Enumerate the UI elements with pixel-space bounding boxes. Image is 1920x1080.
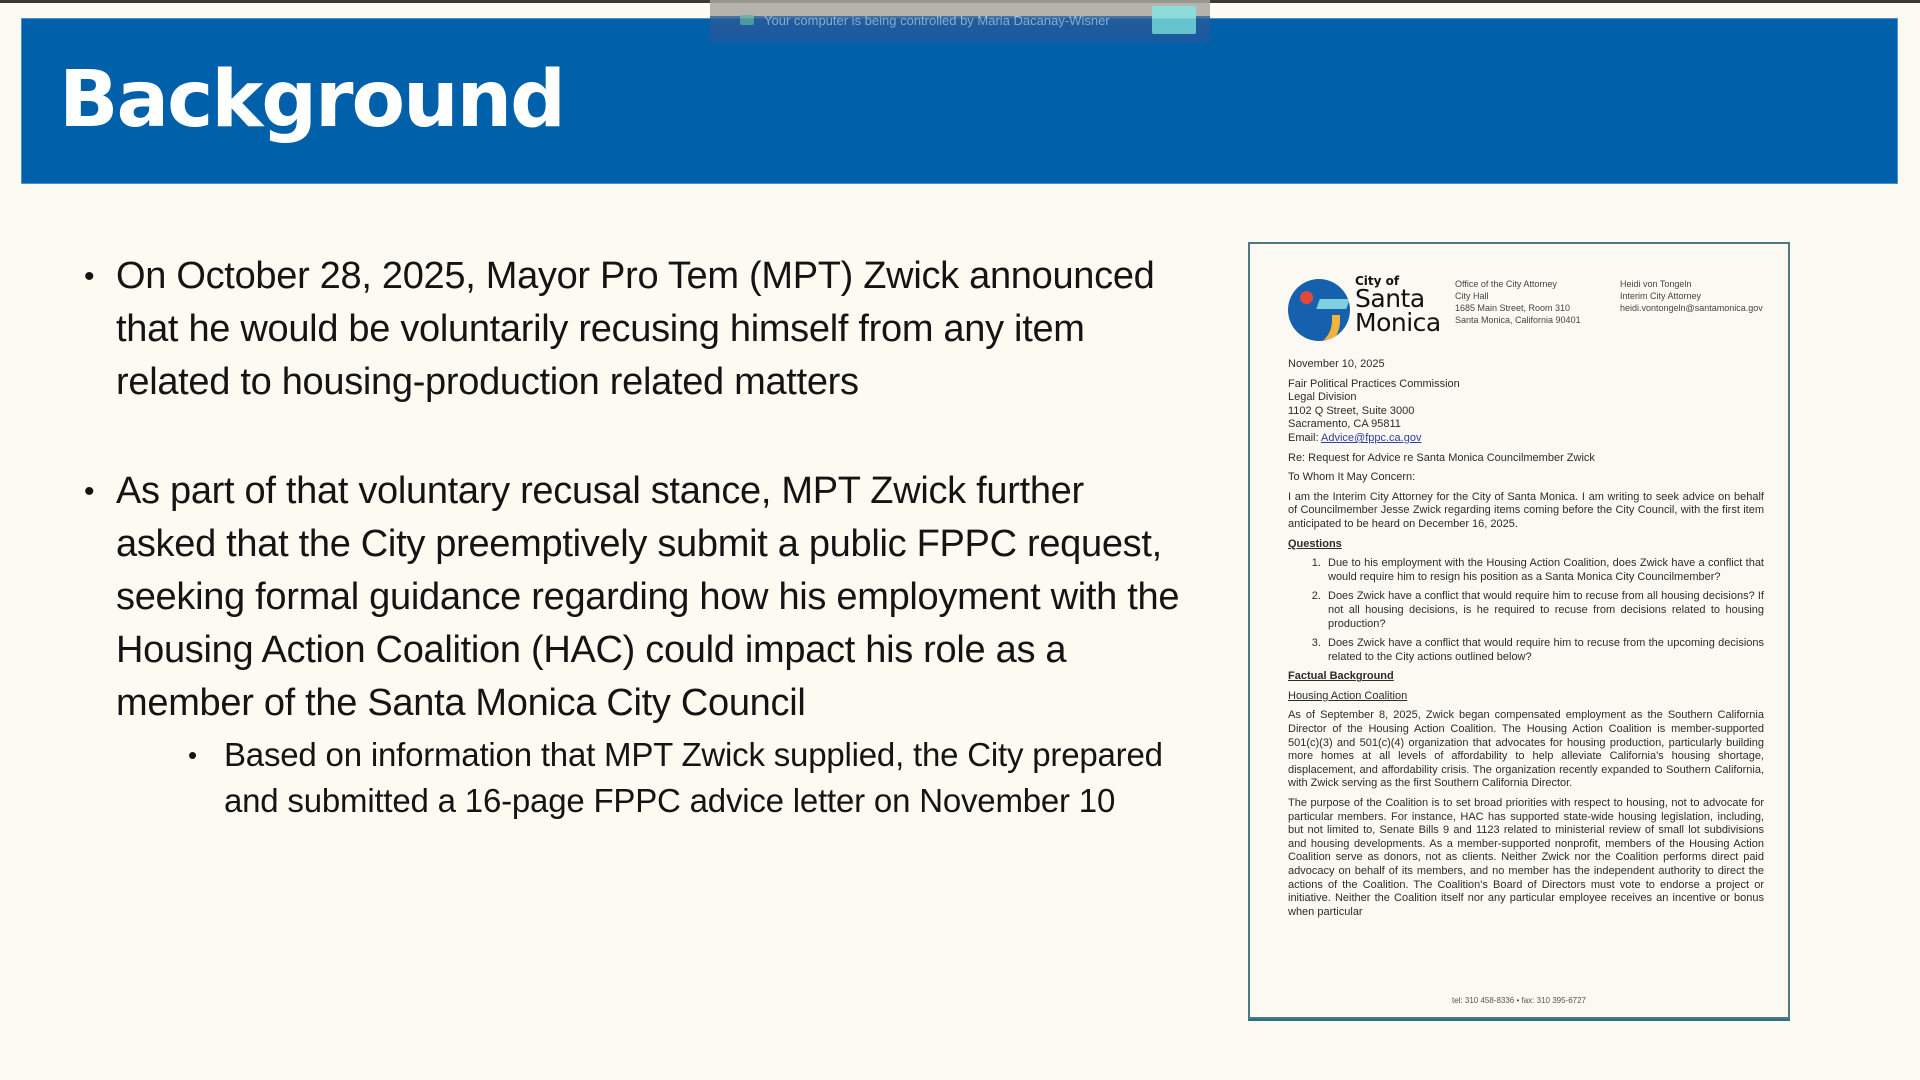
santa-monica-logo-icon <box>1288 279 1350 341</box>
bullet-list <box>80 250 1180 824</box>
recipient-email-link: Advice@fppc.ca.gov <box>1321 431 1422 444</box>
factual-background-heading: Factual Background <box>1288 670 1394 683</box>
questions-list <box>1288 557 1764 664</box>
office-line: Office of the City Attorney <box>1455 279 1557 289</box>
letter-salutation: To Whom It May Concern: <box>1288 471 1416 484</box>
letter-paragraph: The purpose of the Coalition is to set broad priorities with respect to housing, not to advocate for particular members. For instance, HAC has supported state-wide housing legislation, including, but not limited to, Senate Bills 9 and 1123 related to ministerial review of small lot subdivisions and housing developments. As a member-supported nonprofit, members of the Housing Action Coalition serve as donors, not as clients. Neither Zwick nor the Coalition performs direct paid advocacy on behalf of its members, and no member has the independent authority to direct the actions of the Coalition. The Coalition's Board of Directors must vote to endorse a project or initiative. Neither the Coalition itself nor any particular employee receives an incentive or bonus when particular <box>1288 797 1764 918</box>
stop-control-button[interactable] <box>1152 6 1196 34</box>
recipient-line: Fair Political Practices Commission <box>1288 377 1460 390</box>
brand-monica: Monica <box>1355 308 1441 337</box>
recipient-line: Sacramento, CA 95811 <box>1288 418 1401 431</box>
letter-body <box>1288 358 1764 925</box>
attorney-line: heidi.vontongeln@santamonica.gov <box>1620 303 1763 313</box>
fppc-advice-letter-image <box>1248 242 1790 1019</box>
letter-intro: I am the Interim City Attorney for the City of Santa Monica. I am writing to seek advice on behalf of Councilmember Jesse Zwick regarding items coming before the City Council, with the first item anticipated to be heard on December 16, 2025. <box>1288 490 1764 530</box>
letterhead-office-address <box>1455 278 1581 326</box>
bullet-text: On October 28, 2025, Mayor Pro Tem (MPT) Zwick announced that he would be voluntarily recusing himself from any item related to housing-production related matters <box>116 255 1155 403</box>
question-item: 1. Due to his employment with the Housing Action Coalition, does Zwick have a conflict that would require him to resign his position as a Santa Monica City Councilmember? <box>1324 557 1764 584</box>
bullet-glyph: • <box>84 475 95 508</box>
attorney-line: Interim City Attorney <box>1620 291 1702 301</box>
recipient-address <box>1288 378 1764 446</box>
office-line: 1685 Main Street, Room 310 <box>1455 303 1571 313</box>
letter-paragraph: As of September 8, 2025, Zwick began compensated employment as the Southern California Director of the Housing Action Coalition. The Housing Action Coalition is member-supported 501(c)(3) and 501(c)(4) organization that advocates for housing production, particularly building more homes at all levels of affordability to help alleviate California's housing shortage, displacement, and affordability crisis. The organization recently expanded to Southern California, with Zwick serving as the first Southern California Director. <box>1288 709 1764 790</box>
bullet-text: As part of that voluntary recusal stance, MPT Zwick further asked that the City preemptively submit a public FPPC request, seeking formal guidance regarding how his employment with the Housing Action Coalition (HAC) could impact his role as a member of the Santa Monica City Council <box>116 470 1180 724</box>
recipient-line: Legal Division <box>1288 391 1357 404</box>
office-line: Santa Monica, California 90401 <box>1455 315 1581 325</box>
slide-title: Background <box>59 55 564 145</box>
remote-control-banner <box>710 0 1210 42</box>
letter-footer-contact: tel: 310 458-8336 • fax: 310 395-6727 <box>1451 996 1586 1005</box>
screen-share-icon <box>740 15 754 25</box>
bullet-item <box>80 465 1180 824</box>
brand-city-of: City of <box>1355 274 1400 288</box>
questions-heading: Questions <box>1288 537 1342 550</box>
attorney-line: Heidi von Tongeln <box>1620 279 1692 289</box>
logo-coastline-shape <box>1302 315 1340 341</box>
email-label: Email: <box>1288 431 1322 444</box>
letterhead-brand <box>1355 275 1441 335</box>
logo-mountain-shape <box>1316 299 1350 309</box>
bullet-glyph: • <box>188 740 197 770</box>
bullet-glyph: • <box>84 260 95 293</box>
slide-header-bar <box>22 19 1897 183</box>
bullet-item <box>80 250 1180 409</box>
question-item: 2. Does Zwick have a conflict that would require him to recuse from all housing decisions? If not all housing decisions, is he required to recuse from decisions related to housing production? <box>1324 590 1764 631</box>
remote-control-message: Your computer is being controlled by Maria Dacanay-Wisner <box>764 13 1110 28</box>
hac-subheading: Housing Action Coalition <box>1288 689 1408 702</box>
letter-re-line: Re: Request for Advice re Santa Monica Councilmember Zwick <box>1288 451 1595 464</box>
sub-bullet-text: Based on information that MPT Zwick supplied, the City prepared and submitted a 16-page FPPC advice letter on November 10 <box>224 736 1163 819</box>
recipient-line: 1102 Q Street, Suite 3000 <box>1288 404 1415 417</box>
sub-bullet-item <box>188 732 1180 824</box>
sub-bullet-list <box>116 732 1180 824</box>
question-item: 3. Does Zwick have a conflict that would require him to recuse from the upcoming decisions related to the City actions outlined below? <box>1324 637 1764 664</box>
letterhead-attorney-contact <box>1620 278 1763 314</box>
office-line: City Hall <box>1455 291 1489 301</box>
brand-santa: Santa <box>1355 284 1425 313</box>
letter-date: November 10, 2025 <box>1288 358 1385 370</box>
recipient-email-line <box>1288 432 1764 446</box>
